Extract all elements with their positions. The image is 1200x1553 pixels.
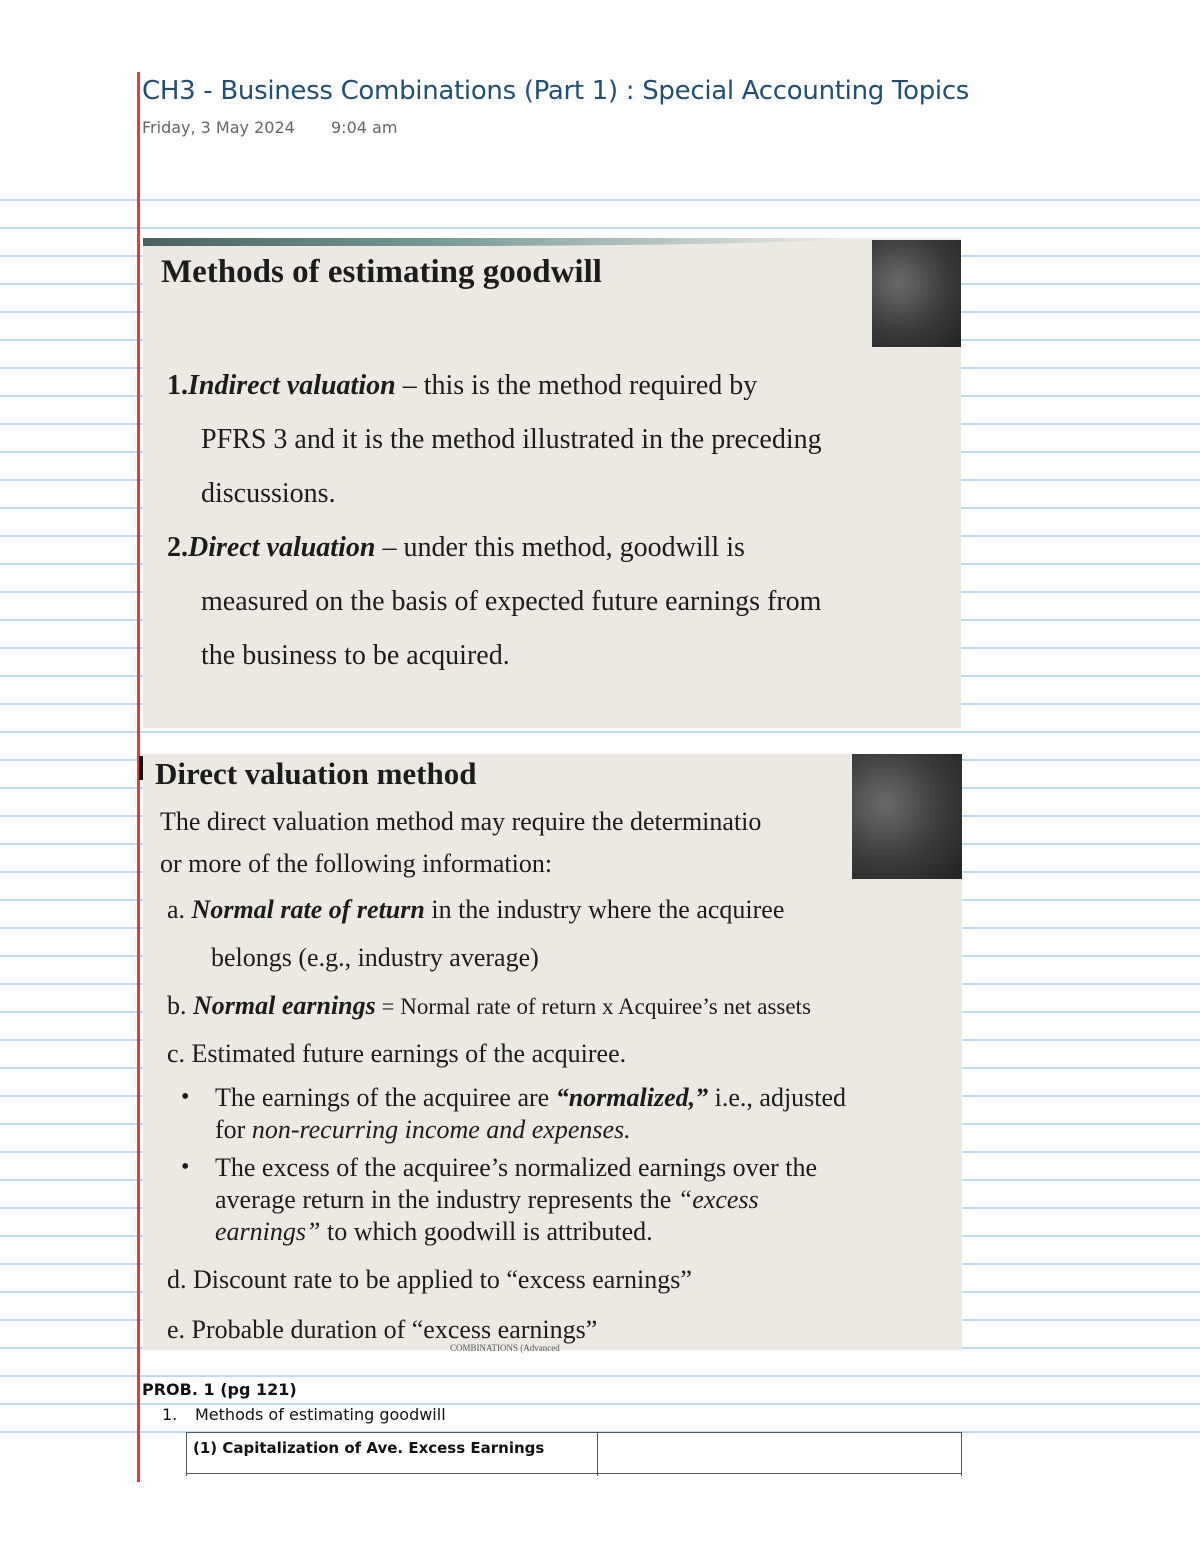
- slide-heading: Direct valuation method: [155, 756, 477, 791]
- item-c-line: c. Estimated future earnings of the acquiree.: [167, 1039, 627, 1068]
- slide-image-direct-valuation-method[interactable]: [143, 754, 962, 1350]
- item-d-line: d. Discount rate to be applied to “excess earnings”: [167, 1265, 692, 1294]
- item-1-line-3: discussions.: [201, 478, 336, 509]
- corner-photo: [872, 240, 961, 347]
- goodwill-table: [186, 1432, 962, 1474]
- table-border: [186, 1470, 187, 1476]
- page-title[interactable]: CH3 - Business Combinations (Part 1) : Special Accounting Topics: [142, 76, 970, 106]
- item-1-line-2: PFRS 3 and it is the method illustrated in the preceding: [201, 424, 822, 455]
- item-b-line: b. Normal earnings = Normal rate of return x Acquiree’s net assets: [167, 991, 811, 1020]
- item-2-line-2: measured on the basis of expected future earnings from: [201, 586, 822, 617]
- problem-title[interactable]: PROB. 1 (pg 121): [142, 1380, 297, 1399]
- corner-photo: [852, 754, 962, 879]
- bullet-2-line-1: The excess of the acquiree’s normalized earnings over the: [215, 1153, 818, 1182]
- bullet-1-line-1: The earnings of the acquiree are “normalized,” i.e., adjusted: [215, 1083, 847, 1112]
- slide-image-methods-of-estimating-goodwill[interactable]: [143, 238, 961, 728]
- bullet-icon: •: [181, 1154, 190, 1180]
- item-1-line-1: 1.Indirect valuation – this is the method required by: [167, 370, 758, 401]
- intro-line-1: The direct valuation method may require the determinatio: [160, 807, 762, 836]
- item-2-line-1: 2.Direct valuation – under this method, goodwill is: [167, 532, 745, 563]
- bullet-icon: •: [181, 1084, 190, 1110]
- bullet-1-line-2: for non-recurring income and expenses.: [215, 1115, 631, 1144]
- item-e-line: e. Probable duration of “excess earnings”: [167, 1315, 598, 1344]
- table-border: [961, 1470, 962, 1476]
- intro-line-2: or more of the following information:: [160, 849, 553, 878]
- table-cell[interactable]: [598, 1433, 962, 1474]
- list-number: 1.: [162, 1405, 178, 1424]
- table-cell[interactable]: (1) Capitalization of Ave. Excess Earnings: [187, 1433, 598, 1474]
- table-border: [597, 1470, 598, 1476]
- page-time: 9:04 am: [331, 118, 398, 137]
- item-a-line-2: belongs (e.g., industry average): [211, 943, 539, 972]
- slide-heading: Methods of estimating goodwill: [161, 254, 602, 290]
- bullet-2-line-2: average return in the industry represents the “excess: [215, 1185, 759, 1214]
- item-2-line-3: the business to be acquired.: [201, 640, 510, 671]
- slide-decoration: [143, 238, 843, 246]
- list-item-text[interactable]: Methods of estimating goodwill: [195, 1405, 446, 1424]
- page-date: Friday, 3 May 2024: [142, 118, 295, 137]
- bullet-2-line-3: earnings” to which goodwill is attributed.: [215, 1217, 653, 1246]
- table-row: [187, 1433, 962, 1474]
- slide-watermark-text: COMBINATIONS (Advanced: [450, 1343, 560, 1353]
- item-a-line-1: a. Normal rate of return in the industry where the acquiree: [167, 895, 785, 924]
